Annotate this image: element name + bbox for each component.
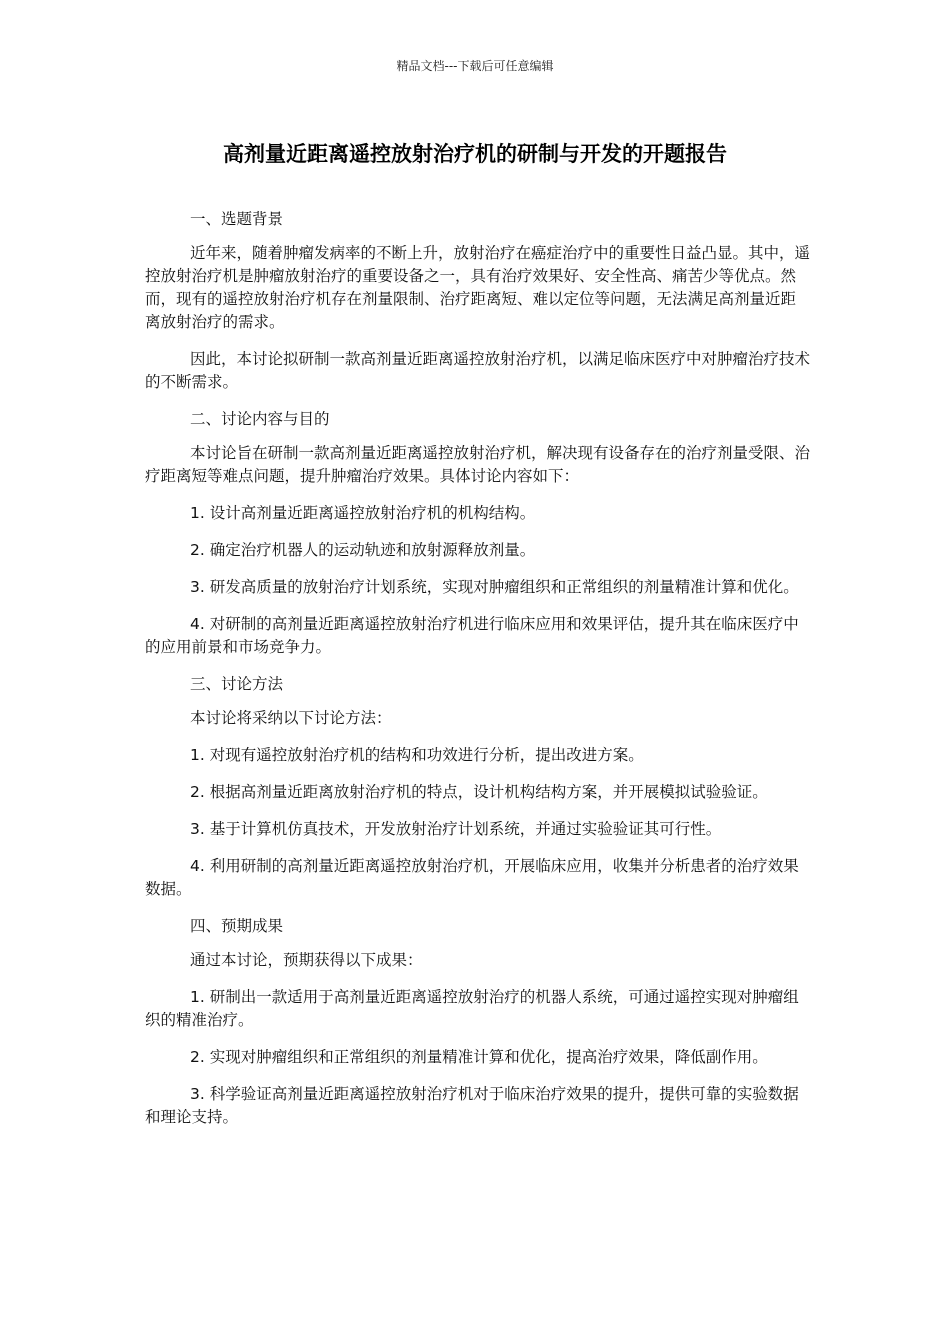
- paragraph: 因此，本讨论拟研制一款高剂量近距离遥控放射治疗机，以满足临床医疗中对肿瘤治疗技术的不断需求。: [145, 350, 811, 391]
- section-heading: 二、讨论内容与目的: [190, 410, 330, 428]
- list-item: 3. 基于计算机仿真技术，开发放射治疗计划系统，并通过实验验证其可行性。: [190, 820, 722, 838]
- list-item: 1. 对现有遥控放射治疗机的结构和功效进行分析，提出改进方案。: [190, 746, 644, 764]
- list-item: 1. 研制出一款适用于高剂量近距离遥控放射治疗的机器人系统，可通过遥控实现对肿瘤组织的精准治疗。: [145, 988, 799, 1029]
- section-heading: 三、讨论方法: [190, 675, 284, 693]
- list-item: 2. 实现对肿瘤组织和正常组织的剂量精准计算和优化，提高治疗效果，降低副作用。: [190, 1048, 768, 1066]
- list-item: 3. 科学验证高剂量近距离遥控放射治疗机对于临床治疗效果的提升，提供可靠的实验数据和理论支持。: [145, 1085, 799, 1126]
- paragraph: 本讨论将采纳以下讨论方法：: [190, 709, 392, 727]
- paragraph: 通过本讨论，预期获得以下成果：: [190, 951, 423, 969]
- document-body: [145, 208, 810, 1143]
- section-heading: 四、预期成果: [190, 917, 284, 935]
- list-item: 3. 研发高质量的放射治疗计划系统，实现对肿瘤组织和正常组织的剂量精准计算和优化。: [190, 578, 799, 596]
- paragraph: 近年来，随着肿瘤发病率的不断上升，放射治疗在癌症治疗中的重要性日益凸显。其中，遥控放射治疗机是肿瘤放射治疗的重要设备之一，具有治疗效果好、安全性高、痛苦少等优点。然而，现有的遥控放射治疗机存在剂量限制、治疗距离短、难以定位等问题，无法满足高剂量近距离放射治疗的需求。: [145, 244, 811, 331]
- section-heading: 一、选题背景: [190, 210, 284, 228]
- list-item: 1. 设计高剂量近距离遥控放射治疗机的机构结构。: [190, 504, 536, 522]
- list-item: 4. 对研制的高剂量近距离遥控放射治疗机进行临床应用和效果评估，提升其在临床医疗中的应用前景和市场竞争力。: [145, 615, 799, 656]
- page-header: 精品文档---下载后可任意编辑: [396, 59, 554, 73]
- list-item: 4. 利用研制的高剂量近距离遥控放射治疗机，开展临床应用，收集并分析患者的治疗效果数据。: [145, 857, 799, 898]
- list-item: 2. 根据高剂量近距离放射治疗机的特点，设计机构结构方案，并开展模拟试验验证。: [190, 783, 768, 801]
- list-item: 2. 确定治疗机器人的运动轨迹和放射源释放剂量。: [190, 541, 536, 559]
- document-title: 高剂量近距离遥控放射治疗机的研制与开发的开题报告: [223, 142, 727, 166]
- paragraph: 本讨论旨在研制一款高剂量近距离遥控放射治疗机，解决现有设备存在的治疗剂量受限、治疗距离短等难点问题，提升肿瘤治疗效果。具体讨论内容如下：: [145, 444, 811, 485]
